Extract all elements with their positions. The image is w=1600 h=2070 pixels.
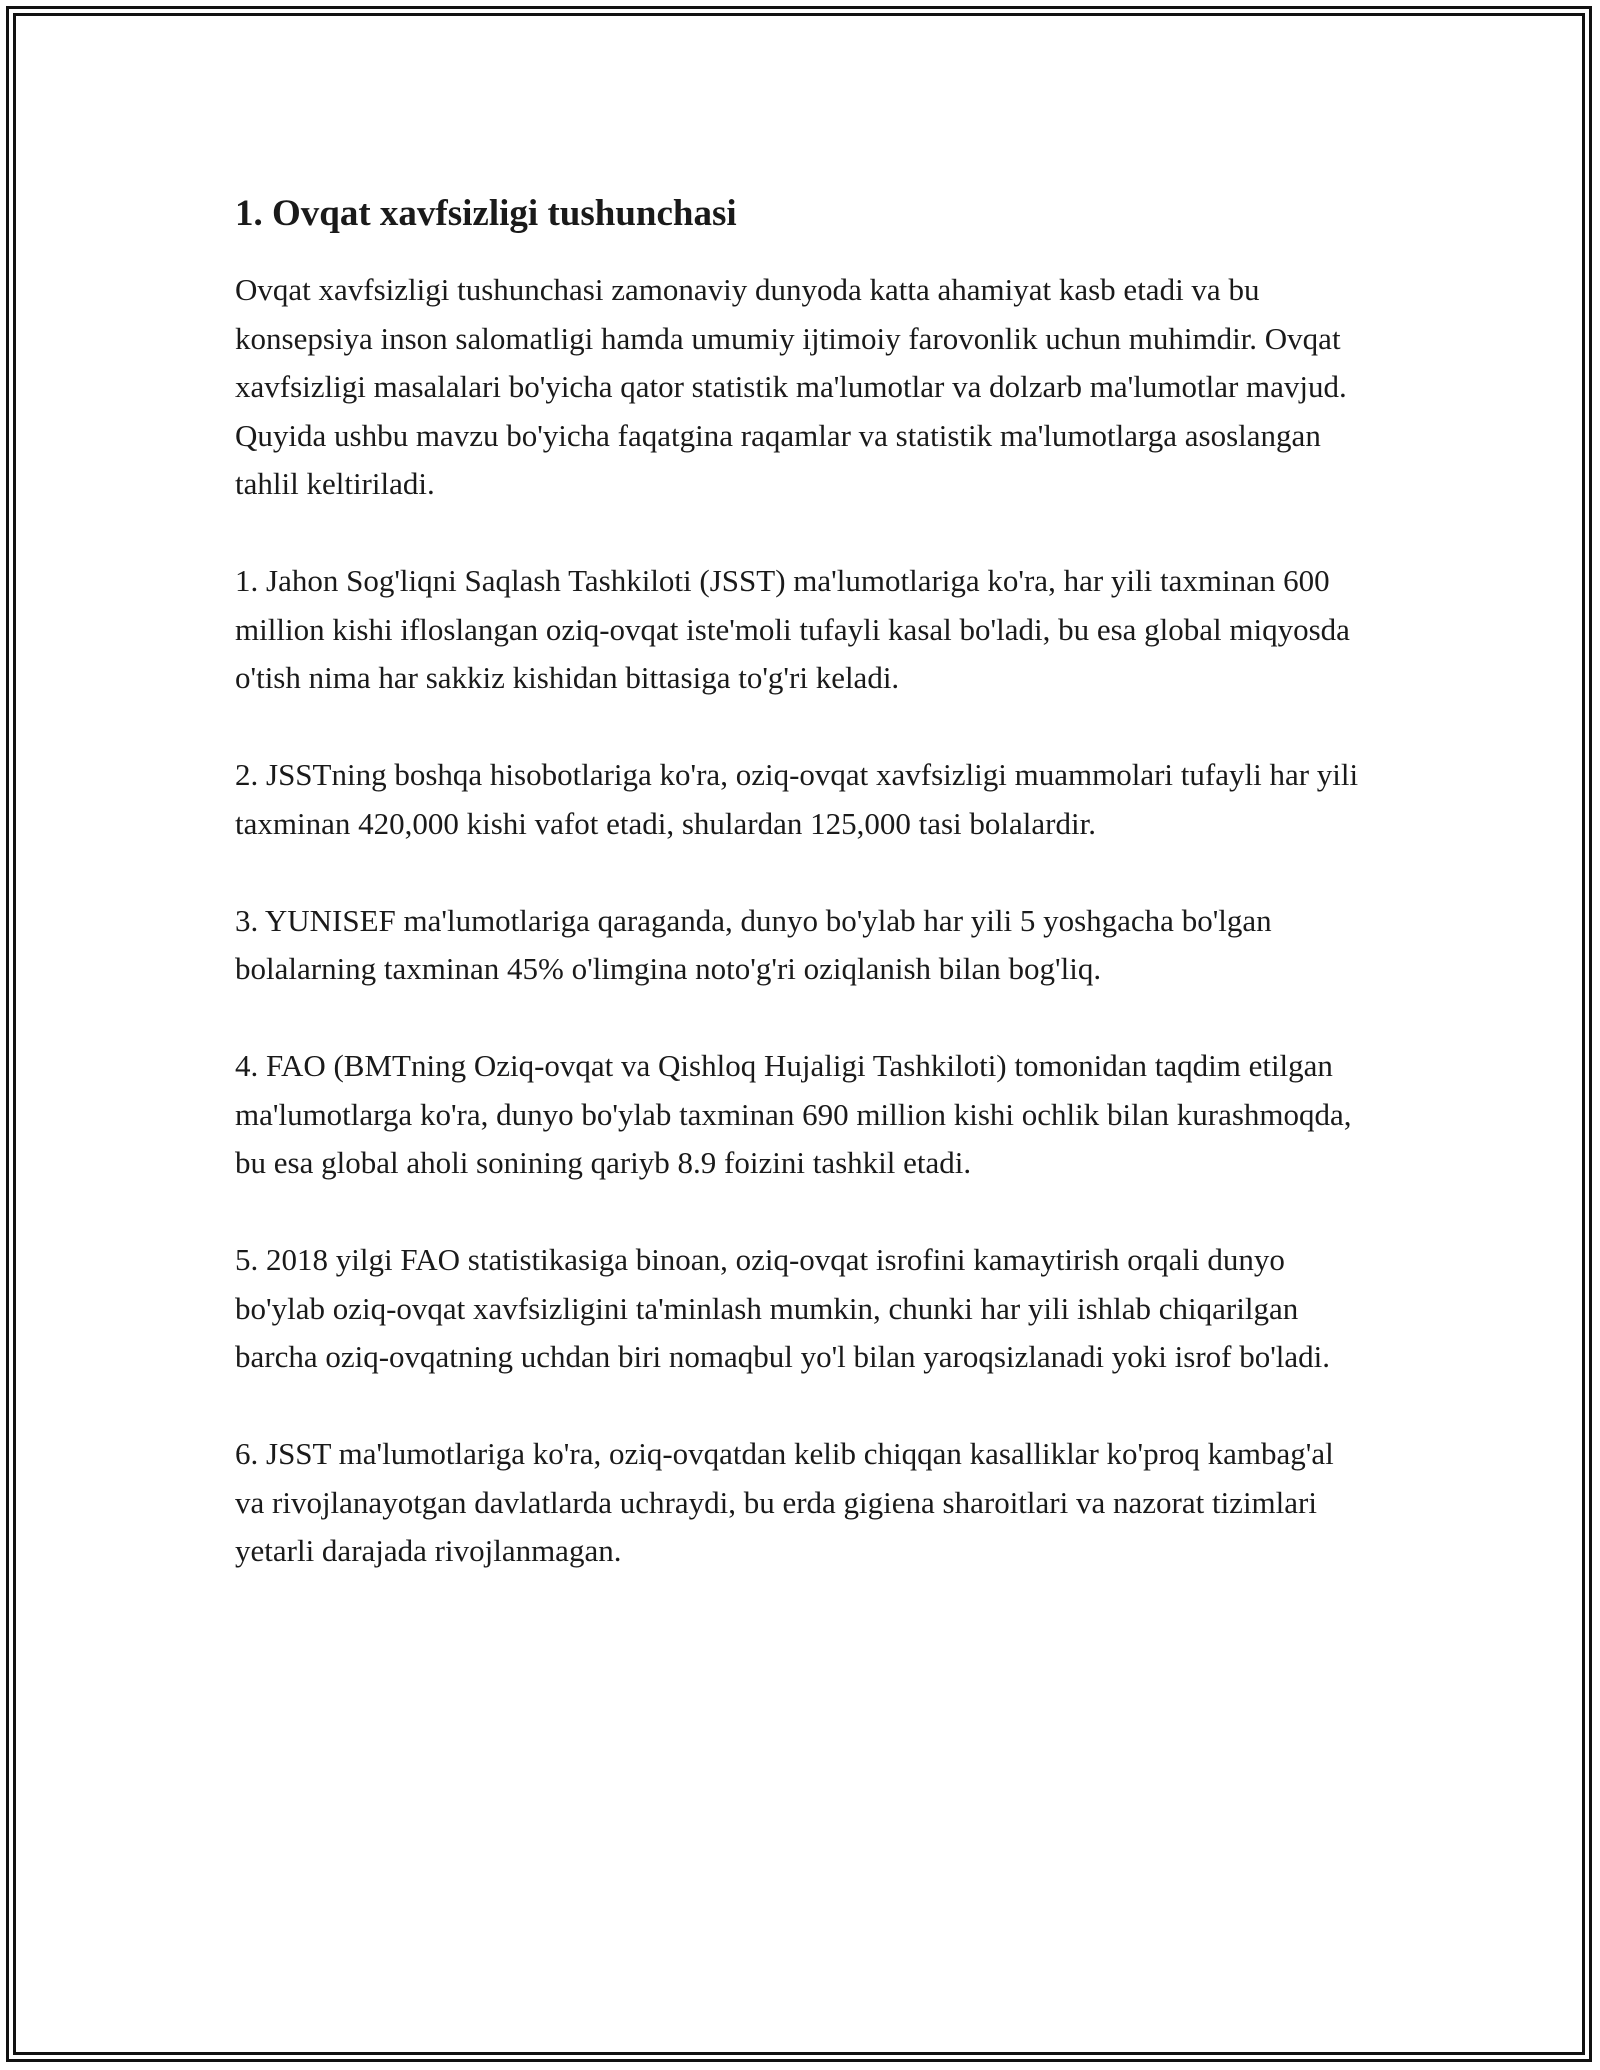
- point-2: 2. JSSTning boshqa hisobotlariga ko'ra, oziq-ovqat xavfsizligi muammolari tufayli har yili taxminan 420,000 kishi vafot etadi, shulardan 125,000 tasi bolalardir.: [235, 757, 1359, 841]
- point-4: 4. FAO (BMTning Oziq-ovqat va Qishloq Hujaligi Tashkiloti) tomonidan taqdim etilgan ma'lumotlarga ko'ra, dunyo bo'ylab taxminan 690 million kishi ochlik bilan kurashmoqda, bu esa global aholi sonining qariyb 8.9 foizini tashkil etadi.: [235, 1048, 1352, 1180]
- point-5: 5. 2018 yilgi FAO statistikasiga binoan, oziq-ovqat isrofini kamaytirish orqali dunyo bo'ylab oziq-ovqat xavfsizligini ta'minlash mumkin, chunki har yili ishlab chiqarilgan barcha oziq-ovqatning uchdan biri nomaqbul yo'l bilan yaroqsizlanadi yoki isrof bo'ladi.: [235, 1242, 1331, 1374]
- point-6: 6. JSST ma'lumotlariga ko'ra, oziq-ovqatdan kelib chiqqan kasalliklar ko'proq kambag'al va rivojlanayotgan davlatlarda uchraydi, bu erda gigiena sharoitlari va nazorat tizimlari yetarli darajada rivojlanmagan.: [235, 1436, 1334, 1568]
- point-3: 3. YUNISEF ma'lumotlariga qaraganda, dunyo bo'ylab har yili 5 yoshgacha bo'lgan bolalarning taxminan 45% o'limgina noto'g'ri oziqlanish bilan bog'liq.: [235, 902, 1272, 986]
- point-1: 1. Jahon Sog'liqni Saqlash Tashkiloti (JSST) ma'lumotlariga ko'ra, har yili taxminan 600 million kishi ifloslangan oziq-ovqat iste'moli tufayli kasal bo'ladi, bu esa global miqyosda o'tish nima har sakkiz kishidan bittasiga to'g'ri keladi.: [235, 563, 1350, 695]
- intro-paragraph: Ovqat xavfsizligi tushunchasi zamonaviy dunyoda katta ahamiyat kasb etadi va bu konsepsiya inson salomatligi hamda umumiy ijtimoiy farovonlik uchun muhimdir. Ovqat xavfsizligi masalalari bo'yicha qator statistik ma'lumotlar va dolzarb ma'lumotlar mavjud. Quyida ushbu mavzu bo'yicha faqatgina raqamlar va statistik ma'lumotlarga asoslangan tahlil keltiriladi.: [235, 272, 1347, 501]
- document-body: [235, 190, 1365, 1624]
- section-heading: 1. Ovqat xavfsizligi tushunchasi: [235, 193, 737, 234]
